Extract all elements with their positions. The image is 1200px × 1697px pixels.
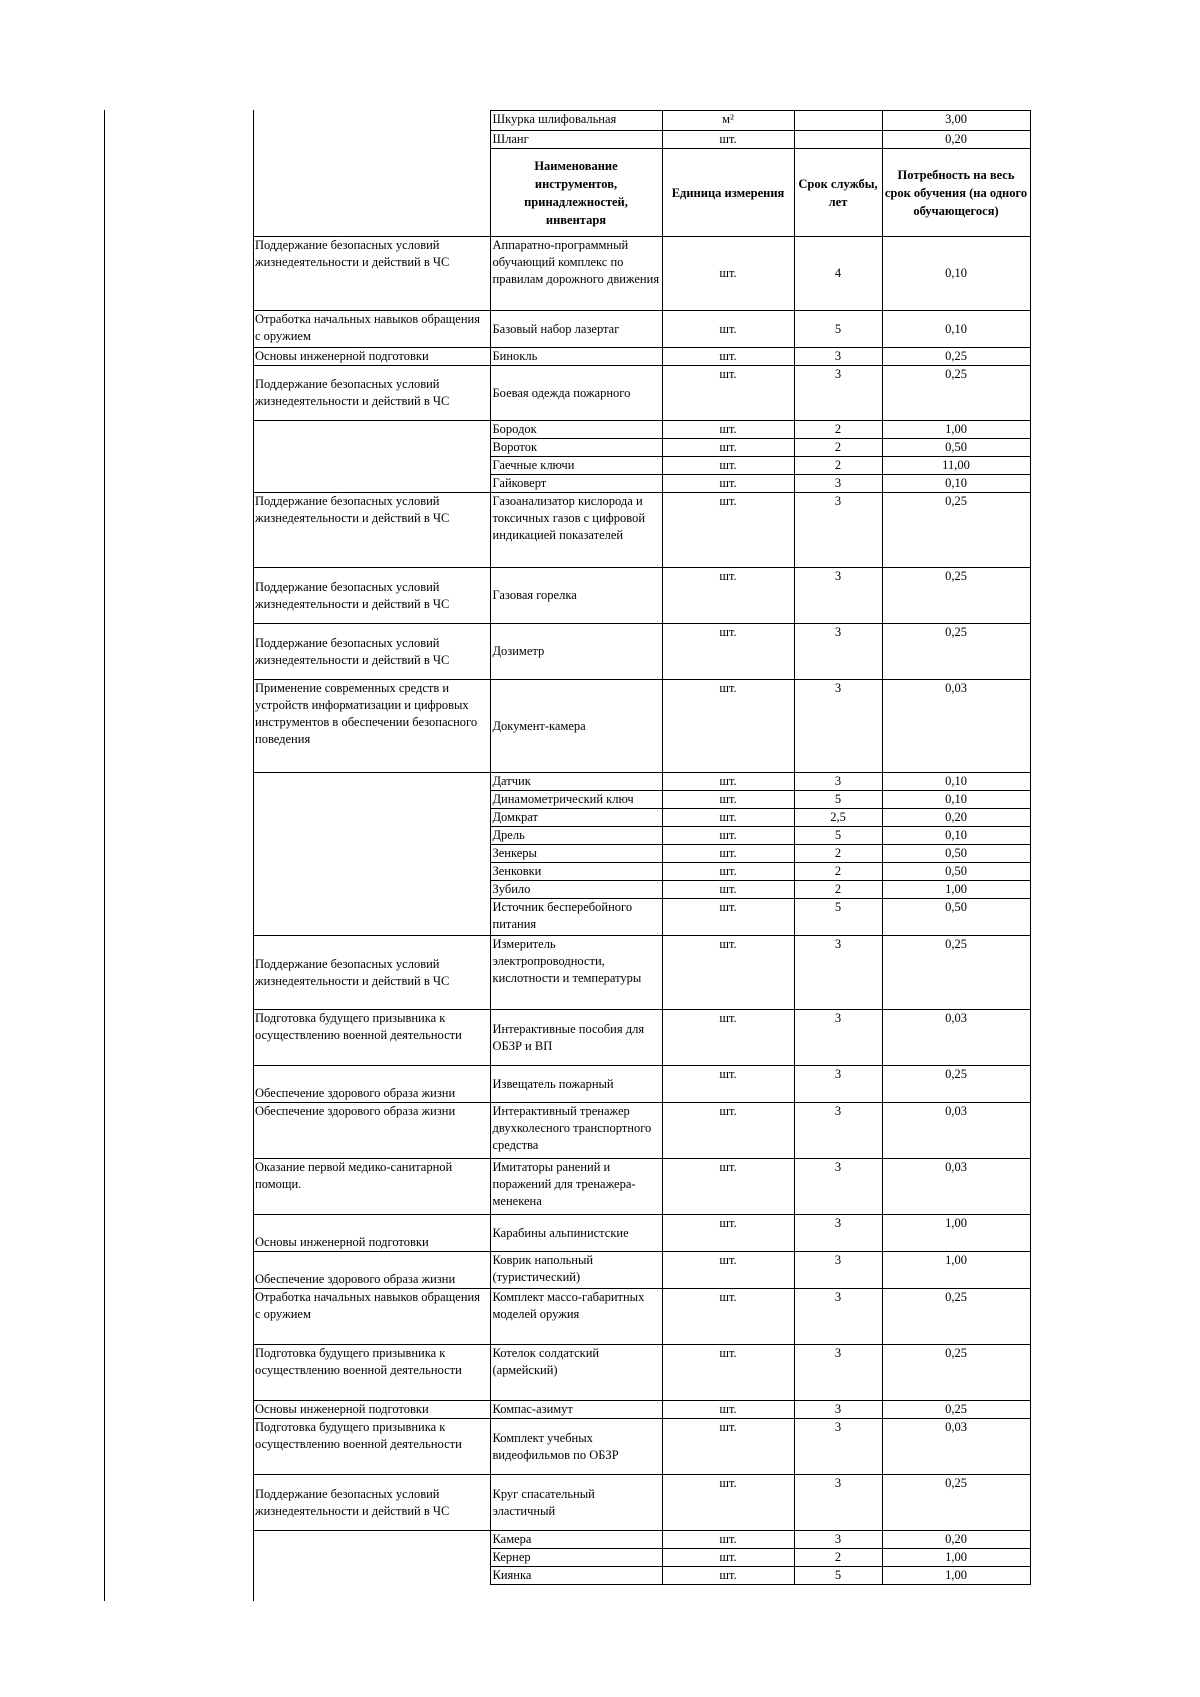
table-cell-life: 5 xyxy=(794,1567,882,1585)
table-cell-name: Датчик xyxy=(490,773,662,791)
table-cell-unit: шт. xyxy=(662,624,794,680)
table-cell-qty: 1,00 xyxy=(882,421,1030,439)
table-cell-life: 3 xyxy=(794,568,882,624)
table-cell-life: 2 xyxy=(794,439,882,457)
table-cell-unit: шт. xyxy=(662,1215,794,1252)
table-cell-name: Киянка xyxy=(490,1567,662,1585)
table-cell-unit: шт. xyxy=(662,421,794,439)
table-cell-unit: шт. xyxy=(662,1549,794,1567)
table-cell-name: Газоанализатор кислорода и токсичных газов с цифровой индикацией показателей xyxy=(490,493,662,568)
table-cell-unit: шт. xyxy=(662,899,794,936)
table-cell-life: 2 xyxy=(794,1549,882,1567)
table-cell-topic: Основы инженерной подготовки xyxy=(253,1215,490,1252)
table-cell-qty: 3,00 xyxy=(882,111,1030,131)
table-cell-qty: 1,00 xyxy=(882,1215,1030,1252)
table-cell-qty: 0,50 xyxy=(882,899,1030,936)
table-cell-life: 3 xyxy=(794,624,882,680)
table-cell-unit: шт. xyxy=(662,493,794,568)
table-cell-name: Домкрат xyxy=(490,809,662,827)
table-cell-topic: Подготовка будущего призывника к осуществлению военной деятельности xyxy=(253,1345,490,1401)
table-cell-qty: 0,10 xyxy=(882,237,1030,311)
header-name: Наименование инструментов, принадлежностей, инвентаря xyxy=(490,149,662,237)
table-cell-name: Камера xyxy=(490,1531,662,1549)
table-cell-name: Котелок солдатский (армейский) xyxy=(490,1345,662,1401)
table-cell-name: Имитаторы ранений и поражений для тренажера-менекена xyxy=(490,1159,662,1215)
table-cell-qty: 0,25 xyxy=(882,348,1030,366)
table-cell-unit: шт. xyxy=(662,881,794,899)
table-cell-topic: Отработка начальных навыков обращения с оружием xyxy=(253,311,490,348)
table-cell-name: Карабины альпинистские xyxy=(490,1215,662,1252)
table-cell-life: 3 xyxy=(794,773,882,791)
table-cell-life xyxy=(794,131,882,149)
table-cell-unit: шт. xyxy=(662,936,794,1010)
table-cell-qty: 0,10 xyxy=(882,773,1030,791)
table-cell-topic: Поддержание безопасных условий жизнедеятельности и действий в ЧС xyxy=(253,493,490,568)
table-cell-unit: шт. xyxy=(662,439,794,457)
table-cell-life: 5 xyxy=(794,899,882,936)
table-cell-unit: шт. xyxy=(662,845,794,863)
table-cell-name: Гайковерт xyxy=(490,475,662,493)
table-cell-life: 2 xyxy=(794,845,882,863)
table-cell-name: Зенкеры xyxy=(490,845,662,863)
table-cell-name: Бинокль xyxy=(490,348,662,366)
table-cell-qty: 1,00 xyxy=(882,1252,1030,1289)
table-cell-life: 2,5 xyxy=(794,809,882,827)
table-cell-name: Гаечные ключи xyxy=(490,457,662,475)
table-cell-qty: 0,03 xyxy=(882,1103,1030,1159)
table-cell-life: 3 xyxy=(794,1401,882,1419)
table-cell-unit: шт. xyxy=(662,457,794,475)
table-cell-life: 3 xyxy=(794,493,882,568)
table-cell-name: Коврик напольный (туристический) xyxy=(490,1252,662,1289)
table-cell-life: 5 xyxy=(794,791,882,809)
table-cell-qty: 0,50 xyxy=(882,863,1030,881)
table-cell-qty: 0,25 xyxy=(882,366,1030,421)
table-cell-unit: шт. xyxy=(662,131,794,149)
table-cell-topic: Основы инженерной подготовки xyxy=(253,1401,490,1419)
table-cell-topic: Поддержание безопасных условий жизнедеятельности и действий в ЧС xyxy=(253,366,490,421)
table-cell-life: 2 xyxy=(794,863,882,881)
table-cell-topic: Поддержание безопасных условий жизнедеятельности и действий в ЧС xyxy=(253,237,490,311)
table-cell-life: 5 xyxy=(794,827,882,845)
table-cell-name: Дозиметр xyxy=(490,624,662,680)
table-cell-life: 2 xyxy=(794,457,882,475)
table-cell-qty: 0,03 xyxy=(882,1419,1030,1475)
table-cell-unit: шт. xyxy=(662,1066,794,1103)
table-cell-life: 3 xyxy=(794,366,882,421)
table-cell-name: Комплект учебных видеофильмов по ОБЗР xyxy=(490,1419,662,1475)
table-cell-qty: 0,03 xyxy=(882,1010,1030,1066)
table-cell-unit: шт. xyxy=(662,366,794,421)
table-cell-name: Зубило xyxy=(490,881,662,899)
header-unit: Единица измерения xyxy=(662,149,794,237)
table-cell-topic: Поддержание безопасных условий жизнедеятельности и действий в ЧС xyxy=(253,624,490,680)
table-cell-unit: шт. xyxy=(662,827,794,845)
table-cell-qty: 0,25 xyxy=(882,493,1030,568)
table-cell-unit: шт. xyxy=(662,791,794,809)
table-cell-topic: Поддержание безопасных условий жизнедеятельности и действий в ЧС xyxy=(253,1475,490,1531)
table-cell-topic: Отработка начальных навыков обращения с оружием xyxy=(253,1289,490,1345)
table-cell-qty: 0,25 xyxy=(882,1066,1030,1103)
table-cell-topic: Оказание первой медико-санитарной помощи. xyxy=(253,1159,490,1215)
table-cell-name: Динамометрический ключ xyxy=(490,791,662,809)
table-cell-unit: шт. xyxy=(662,1475,794,1531)
table-cell-life: 4 xyxy=(794,237,882,311)
table-cell-topic: Поддержание безопасных условий жизнедеятельности и действий в ЧС xyxy=(253,568,490,624)
table-cell-unit: шт. xyxy=(662,773,794,791)
table-cell-topic: Обеспечение здорового образа жизни xyxy=(253,1103,490,1159)
table-cell-life: 3 xyxy=(794,475,882,493)
table-cell-unit: шт. xyxy=(662,1252,794,1289)
table-cell-name: Газовая горелка xyxy=(490,568,662,624)
table-cell-name: Базовый набор лазертаг xyxy=(490,311,662,348)
table-cell-unit: шт. xyxy=(662,1289,794,1345)
table-cell-name: Круг спасательный эластичный xyxy=(490,1475,662,1531)
table-cell-topic xyxy=(253,773,490,936)
table-cell-topic: Поддержание безопасных условий жизнедеятельности и действий в ЧС xyxy=(253,936,490,1010)
table-cell-name: Боевая одежда пожарного xyxy=(490,366,662,421)
table-cell-qty: 0,03 xyxy=(882,680,1030,773)
table-cell-qty: 0,25 xyxy=(882,1475,1030,1531)
table-cell-life: 3 xyxy=(794,1215,882,1252)
table-cell-life: 3 xyxy=(794,1531,882,1549)
table-cell-unit: шт. xyxy=(662,237,794,311)
table-cell-qty: 0,50 xyxy=(882,845,1030,863)
table-cell-topic: Основы инженерной подготовки xyxy=(253,348,490,366)
table-cell-qty: 0,25 xyxy=(882,624,1030,680)
table-cell-unit: шт. xyxy=(662,863,794,881)
table-cell-qty: 0,25 xyxy=(882,568,1030,624)
table-cell-name: Извещатель пожарный xyxy=(490,1066,662,1103)
table-cell-life: 3 xyxy=(794,1103,882,1159)
table-cell-life: 5 xyxy=(794,311,882,348)
table-cell-name: Компас-азимут xyxy=(490,1401,662,1419)
table-cell-qty: 0,20 xyxy=(882,131,1030,149)
table-cell-qty: 0,10 xyxy=(882,475,1030,493)
page-left-border xyxy=(104,110,105,1601)
table-cell-life: 3 xyxy=(794,1419,882,1475)
table-cell-name: Измеритель электропроводности, кислотности и температуры xyxy=(490,936,662,1010)
table-cell-unit: шт. xyxy=(662,348,794,366)
table-cell-topic: Применение современных средств и устройств информатизации и цифровых инструментов в обеспечении безопасного поведения xyxy=(253,680,490,773)
header-life: Срок службы, лет xyxy=(794,149,882,237)
table-cell-unit: шт. xyxy=(662,311,794,348)
table-cell-life: 2 xyxy=(794,881,882,899)
table-cell-unit: шт. xyxy=(662,1531,794,1549)
table-cell-unit: шт. xyxy=(662,1010,794,1066)
table-cell-name: Шкурка шлифовальная xyxy=(490,111,662,131)
table-cell-unit: шт. xyxy=(662,568,794,624)
table-cell-name: Аппаратно-программный обучающий комплекс по правилам дорожного движения xyxy=(490,237,662,311)
table-cell-unit: м² xyxy=(662,111,794,131)
table-cell-name: Интерактивный тренажер двухколесного транспортного средства xyxy=(490,1103,662,1159)
table-cell-life: 3 xyxy=(794,680,882,773)
table-cell-name: Вороток xyxy=(490,439,662,457)
table-cell-unit: шт. xyxy=(662,1567,794,1585)
table-cell-life: 2 xyxy=(794,421,882,439)
table-cell-name: Дрель xyxy=(490,827,662,845)
table-cell-life xyxy=(794,111,882,131)
table-cell-qty: 0,25 xyxy=(882,1401,1030,1419)
table-cell-topic xyxy=(253,111,490,237)
table-cell-unit: шт. xyxy=(662,1419,794,1475)
table-cell-life: 3 xyxy=(794,936,882,1010)
table-cell-life: 3 xyxy=(794,1252,882,1289)
table-cell-life: 3 xyxy=(794,1475,882,1531)
table-cell-qty: 0,03 xyxy=(882,1159,1030,1215)
table-cell-unit: шт. xyxy=(662,809,794,827)
table-cell-unit: шт. xyxy=(662,1345,794,1401)
header-qty: Потребность на весь срок обучения (на одного обучающегося) xyxy=(882,149,1030,237)
table-cell-name: Зенковки xyxy=(490,863,662,881)
table-cell-qty: 1,00 xyxy=(882,881,1030,899)
table-cell-topic xyxy=(253,1531,490,1585)
table-cell-name: Источник бесперебойного питания xyxy=(490,899,662,936)
table-cell-qty: 0,20 xyxy=(882,1531,1030,1549)
table-cell-qty: 1,00 xyxy=(882,1549,1030,1567)
table-cell-life: 3 xyxy=(794,1159,882,1215)
table-cell-name: Бородок xyxy=(490,421,662,439)
table-cell-life: 3 xyxy=(794,1066,882,1103)
equipment-table xyxy=(253,110,1031,1585)
table-cell-topic: Подготовка будущего призывника к осуществлению военной деятельности xyxy=(253,1419,490,1475)
table-cell-qty: 0,25 xyxy=(882,1345,1030,1401)
table-cell-unit: шт. xyxy=(662,475,794,493)
table-cell-qty: 0,10 xyxy=(882,827,1030,845)
table-cell-qty: 0,50 xyxy=(882,439,1030,457)
table-cell-topic: Обеспечение здорового образа жизни xyxy=(253,1252,490,1289)
table-cell-qty: 0,20 xyxy=(882,809,1030,827)
table-cell-name: Документ-камера xyxy=(490,680,662,773)
table-cell-qty: 0,25 xyxy=(882,936,1030,1010)
table-cell-unit: шт. xyxy=(662,1401,794,1419)
table-cell-topic: Обеспечение здорового образа жизни xyxy=(253,1066,490,1103)
table-cell-name: Интерактивные пособия для ОБЗР и ВП xyxy=(490,1010,662,1066)
table-cell-qty: 0,25 xyxy=(882,1289,1030,1345)
table-cell-name: Комплект массо-габаритных моделей оружия xyxy=(490,1289,662,1345)
table-cell-topic xyxy=(253,421,490,493)
table-cell-qty: 11,00 xyxy=(882,457,1030,475)
table-cell-life: 3 xyxy=(794,348,882,366)
table-cell-qty: 0,10 xyxy=(882,311,1030,348)
table-cell-unit: шт. xyxy=(662,1159,794,1215)
table-cell-life: 3 xyxy=(794,1010,882,1066)
table-cell-unit: шт. xyxy=(662,1103,794,1159)
table-cell-qty: 1,00 xyxy=(882,1567,1030,1585)
table-cell-name: Кернер xyxy=(490,1549,662,1567)
table-cell-unit: шт. xyxy=(662,680,794,773)
table-cell-life: 3 xyxy=(794,1345,882,1401)
table-cell-name: Шланг xyxy=(490,131,662,149)
table-cell-topic: Подготовка будущего призывника к осуществлению военной деятельности xyxy=(253,1010,490,1066)
table-cell-life: 3 xyxy=(794,1289,882,1345)
table-cell-qty: 0,10 xyxy=(882,791,1030,809)
